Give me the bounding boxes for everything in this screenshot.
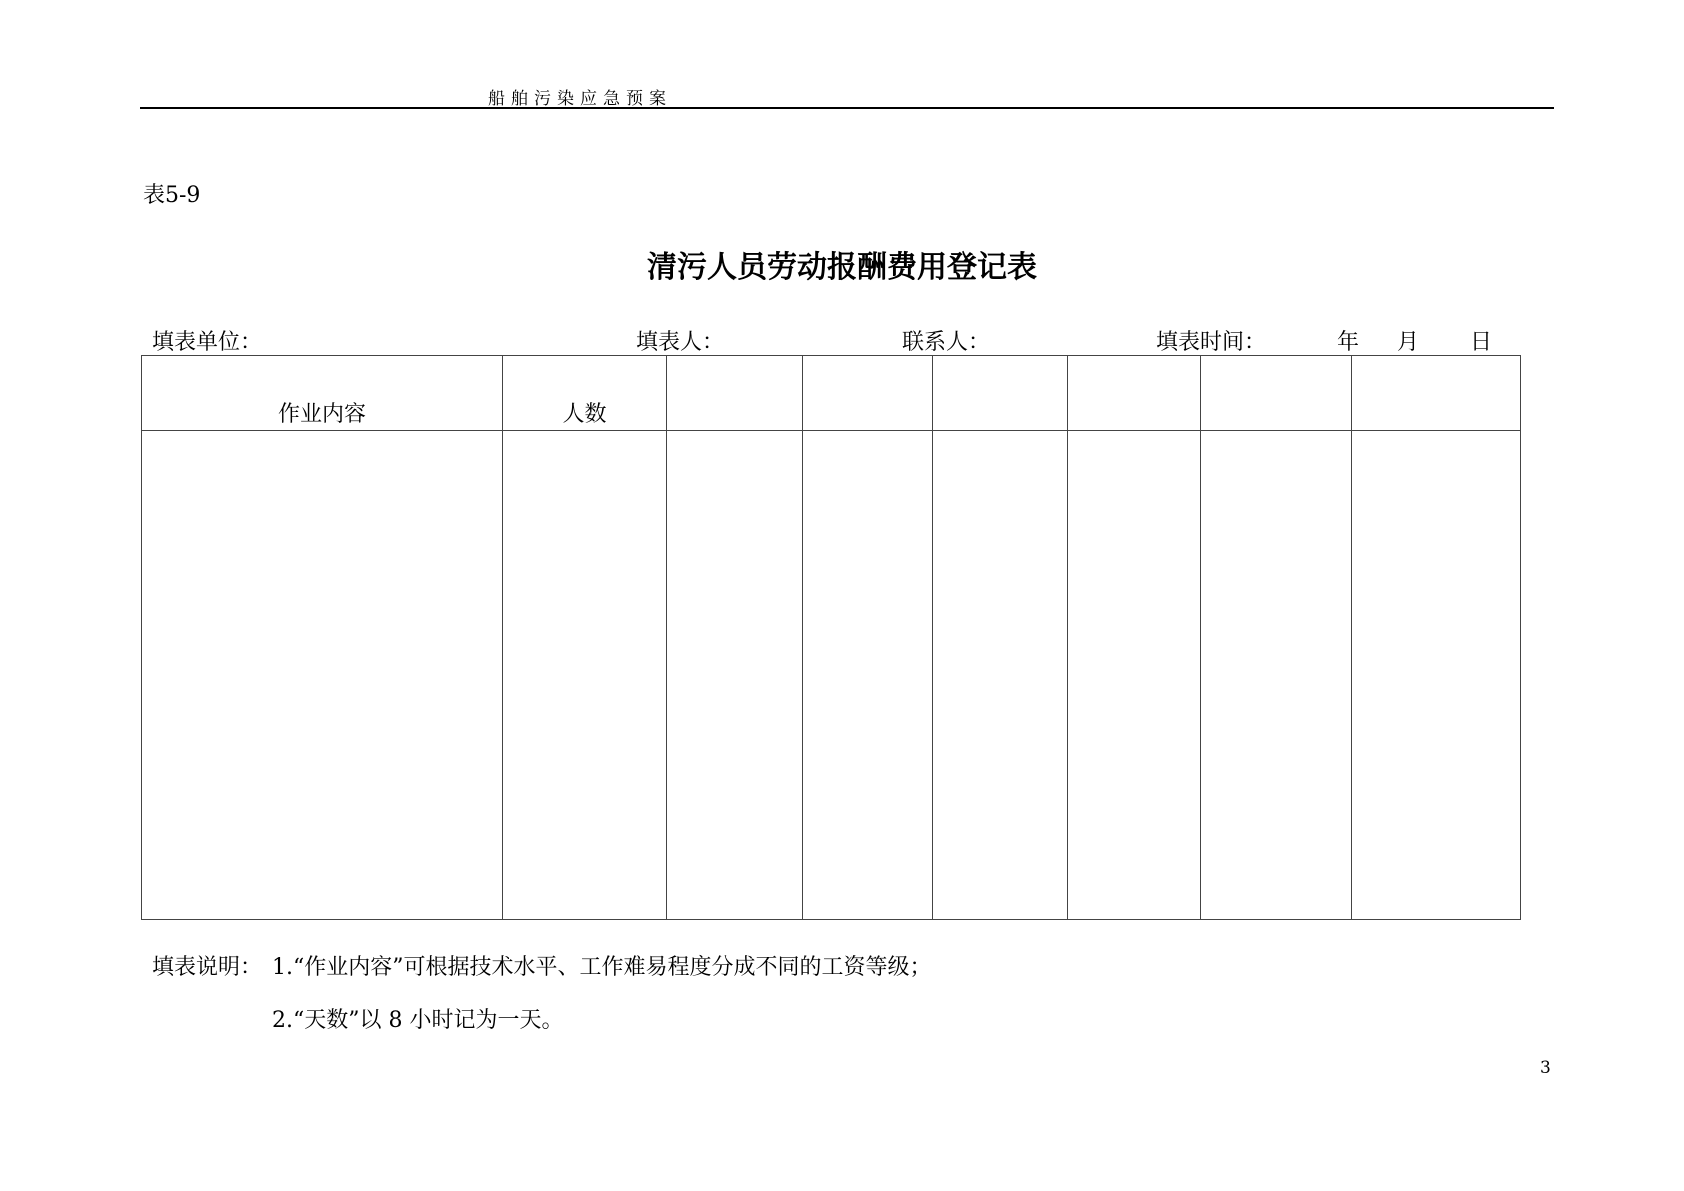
notes-prefix: 填表说明： [152, 955, 263, 980]
month-label: 月 [1397, 330, 1420, 355]
column-header [1068, 356, 1201, 431]
column-header: 作业内容 [142, 356, 503, 431]
form-title: 清污人员劳动报酬费用登记表 [647, 250, 1037, 285]
page-number: 3 [1540, 1058, 1551, 1078]
table-cell [503, 431, 667, 920]
note-item-2: 2.“天数”以 8 小时记为一天。 [272, 1008, 564, 1033]
filler-label: 填表人： [636, 330, 725, 355]
note-item-1: 1.“作业内容”可根据技术水平、工作难易程度分成不同的工资等级； [272, 955, 932, 980]
column-header [1352, 356, 1521, 431]
table-cell [1068, 431, 1201, 920]
column-header [933, 356, 1068, 431]
header-rule [140, 107, 1554, 109]
table-cell [1201, 431, 1352, 920]
fill-unit-label: 填表单位： [152, 330, 263, 355]
column-header [803, 356, 933, 431]
column-header [1201, 356, 1352, 431]
year-label: 年 [1337, 330, 1360, 355]
contact-label: 联系人： [902, 330, 991, 355]
table-cell [1352, 431, 1521, 920]
column-header [667, 356, 803, 431]
column-header: 人数 [503, 356, 667, 431]
table-cell [667, 431, 803, 920]
table-cell [803, 431, 933, 920]
table-cell [933, 431, 1068, 920]
table-number: 表5-9 [143, 183, 201, 208]
running-header: 船舶污染应急预案 [488, 89, 672, 109]
table-cell [142, 431, 503, 920]
remuneration-table [141, 355, 1521, 920]
table-row [142, 431, 1521, 920]
fill-time-label: 填表时间： [1156, 330, 1267, 355]
table-header-row [142, 356, 1521, 431]
day-label: 日 [1470, 330, 1493, 355]
